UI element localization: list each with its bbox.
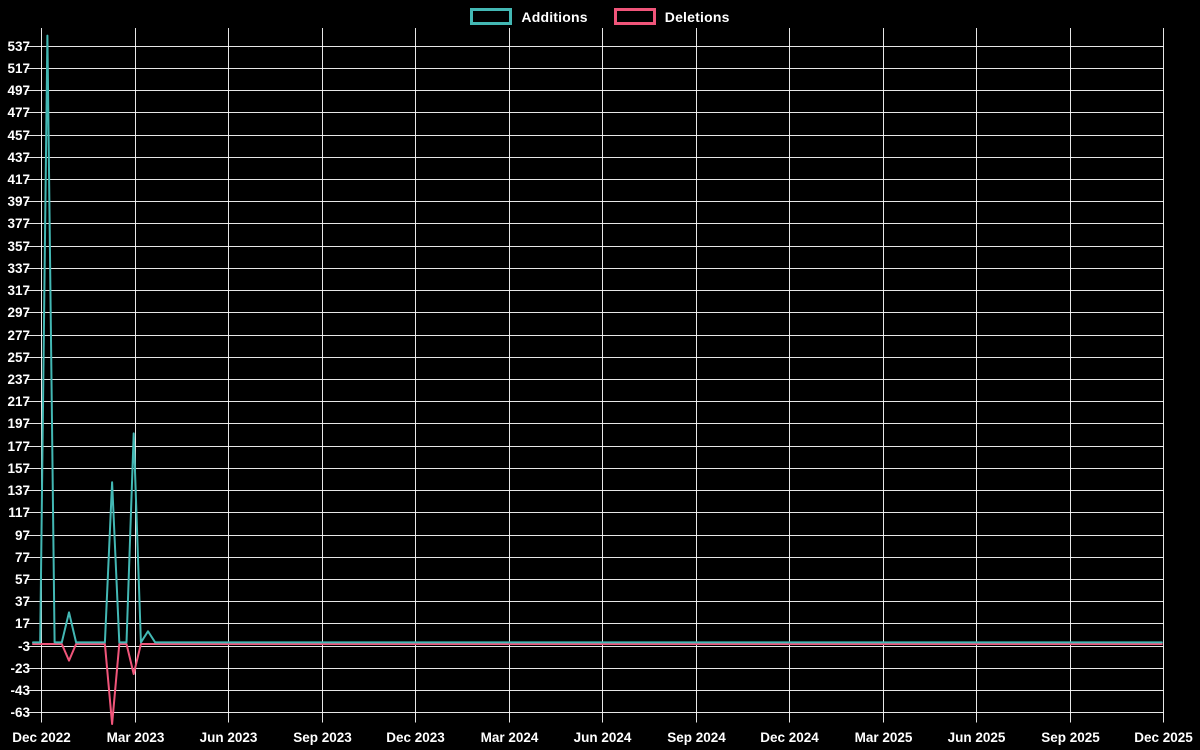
legend-item-deletions[interactable]: [614, 8, 730, 25]
deletions-legend-label: Deletions: [664, 8, 730, 25]
y-tick-label: 257: [7, 350, 30, 365]
y-tick-label: -23: [10, 661, 30, 676]
y-tick-label: 17: [14, 616, 30, 631]
y-tick-label: 397: [7, 194, 30, 209]
y-tick-label: 97: [14, 528, 30, 543]
additions-legend-label: Additions: [521, 8, 588, 25]
deletions-swatch-icon: [614, 8, 656, 25]
y-axis-labels: [7, 39, 30, 720]
y-tick-label: -63: [10, 705, 30, 720]
x-tick-label: Sep 2024: [667, 730, 726, 745]
y-tick-label: 77: [14, 550, 30, 565]
y-tick-label: 477: [7, 105, 30, 120]
y-tick-label: 357: [7, 239, 30, 254]
x-tick-label: Jun 2025: [947, 730, 1006, 745]
y-tick-label: 157: [7, 461, 30, 476]
x-tick-label: Sep 2023: [293, 730, 352, 745]
y-tick-label: 457: [7, 128, 30, 143]
legend-item-additions[interactable]: [470, 8, 587, 25]
additions-swatch-icon: [470, 8, 512, 25]
x-tick-label: Dec 2022: [12, 730, 71, 745]
y-tick-label: 57: [14, 572, 30, 587]
y-tick-label: 237: [7, 372, 30, 387]
y-tick-label: 117: [8, 505, 30, 520]
gridlines: [33, 28, 1164, 713]
y-tick-label: 497: [7, 83, 30, 98]
x-tick-label: Mar 2025: [854, 730, 913, 745]
y-tick-label: 197: [7, 416, 30, 431]
y-tick-label: 37: [14, 594, 30, 609]
y-tick-label: 437: [7, 150, 30, 165]
y-tick-label: 297: [7, 305, 30, 320]
additions-line: [33, 36, 1162, 643]
y-tick-label: 137: [7, 483, 30, 498]
y-tick-label: 537: [7, 39, 30, 54]
y-tick-label: 317: [7, 283, 30, 298]
y-tick-label: -43: [10, 683, 30, 698]
chart-legend: [0, 8, 1200, 25]
x-tick-label: Jun 2024: [573, 730, 632, 745]
y-tick-label: 417: [7, 172, 30, 187]
x-tick-label: Dec 2024: [760, 730, 819, 745]
x-tick-label: Dec 2025: [1134, 730, 1193, 745]
y-tick-label: 217: [7, 394, 30, 409]
y-tick-label: 337: [7, 261, 30, 276]
x-tick-label: Dec 2023: [386, 730, 445, 745]
x-tick-label: Mar 2024: [480, 730, 539, 745]
x-tick-label: Mar 2023: [106, 730, 165, 745]
axis-tick-marks: [27, 47, 1164, 723]
y-tick-label: 277: [7, 328, 30, 343]
y-tick-label: -3: [17, 639, 30, 654]
x-tick-label: Jun 2023: [199, 730, 258, 745]
y-tick-label: 177: [7, 439, 30, 454]
y-tick-label: 377: [7, 216, 30, 231]
x-tick-label: Sep 2025: [1041, 730, 1100, 745]
y-tick-label: 517: [7, 61, 30, 76]
x-axis-labels: [12, 730, 1193, 745]
